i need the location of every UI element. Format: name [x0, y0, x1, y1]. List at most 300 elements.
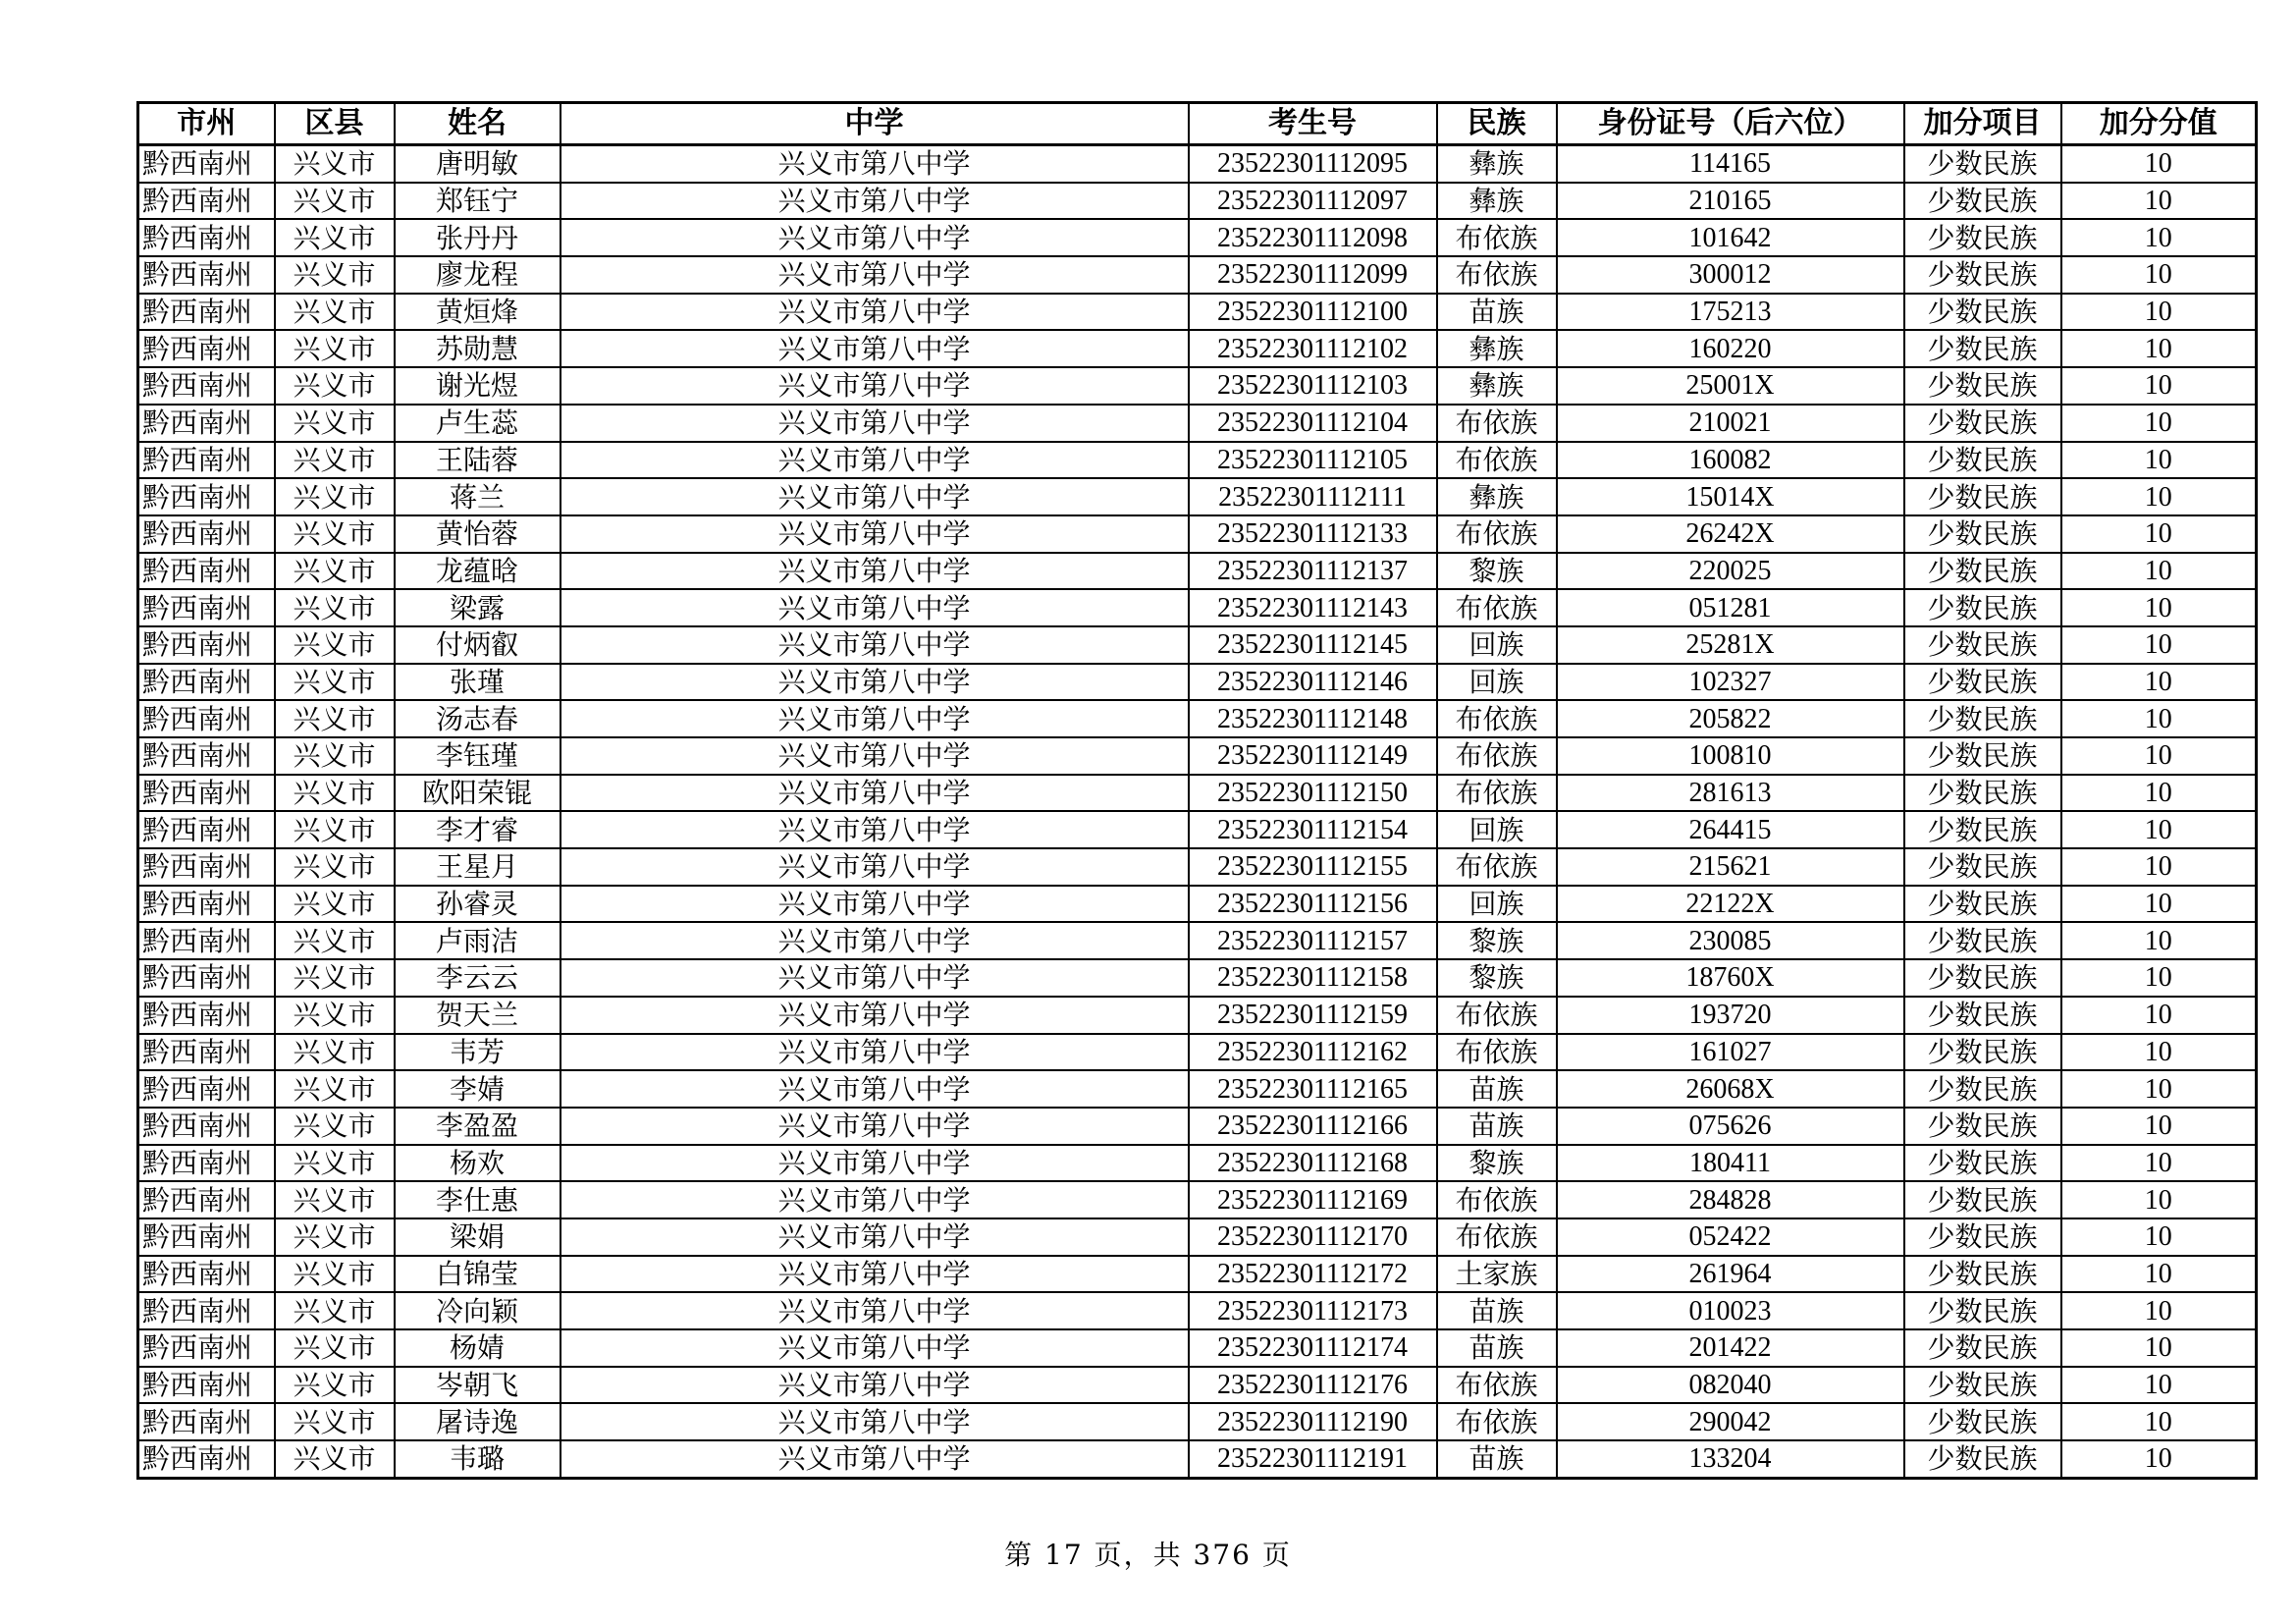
cell-ethnicity: 布依族: [1437, 219, 1557, 256]
cell-school: 兴义市第八中学: [561, 1292, 1189, 1329]
table-row: [138, 294, 2257, 331]
cell-city: 黔西南州: [138, 1108, 275, 1145]
cell-county: 兴义市: [275, 700, 395, 737]
cell-id-last6: 160082: [1557, 442, 1904, 479]
cell-bonus-value: 10: [2061, 294, 2257, 331]
cell-exam-id: 23522301112176: [1189, 1367, 1437, 1404]
cell-city: 黔西南州: [138, 1329, 275, 1367]
cell-school: 兴义市第八中学: [561, 294, 1189, 331]
cell-school: 兴义市第八中学: [561, 775, 1189, 812]
cell-id-last6: 284828: [1557, 1181, 1904, 1218]
cell-id-last6: 075626: [1557, 1108, 1904, 1145]
cell-bonus-value: 10: [2061, 775, 2257, 812]
cell-exam-id: 23522301112105: [1189, 442, 1437, 479]
cell-id-last6: 102327: [1557, 664, 1904, 701]
cell-school: 兴义市第八中学: [561, 922, 1189, 959]
cell-city: 黔西南州: [138, 1367, 275, 1404]
cell-name: 欧阳荣锟: [395, 775, 561, 812]
table-row: [138, 997, 2257, 1034]
cell-county: 兴义市: [275, 330, 395, 367]
cell-county: 兴义市: [275, 1292, 395, 1329]
table-row: [138, 553, 2257, 590]
cell-bonus-value: 10: [2061, 330, 2257, 367]
cell-bonus-item: 少数民族: [1904, 589, 2061, 626]
cell-city: 黔西南州: [138, 145, 275, 183]
cell-city: 黔西南州: [138, 367, 275, 405]
table-row: [138, 1070, 2257, 1108]
cell-bonus-value: 10: [2061, 1256, 2257, 1293]
cell-city: 黔西南州: [138, 294, 275, 331]
cell-exam-id: 23522301112100: [1189, 294, 1437, 331]
cell-bonus-item: 少数民族: [1904, 1256, 2061, 1293]
cell-school: 兴义市第八中学: [561, 442, 1189, 479]
cell-school: 兴义市第八中学: [561, 515, 1189, 553]
cell-id-last6: 261964: [1557, 1256, 1904, 1293]
cell-bonus-item: 少数民族: [1904, 553, 2061, 590]
cell-name: 汤志春: [395, 700, 561, 737]
cell-school: 兴义市第八中学: [561, 1108, 1189, 1145]
cell-ethnicity: 彝族: [1437, 478, 1557, 515]
cell-bonus-item: 少数民族: [1904, 183, 2061, 220]
table-row: [138, 515, 2257, 553]
cell-id-last6: 230085: [1557, 922, 1904, 959]
cell-name: 梁娟: [395, 1218, 561, 1256]
cell-county: 兴义市: [275, 811, 395, 848]
cell-bonus-item: 少数民族: [1904, 775, 2061, 812]
cell-city: 黔西南州: [138, 1034, 275, 1071]
cell-city: 黔西南州: [138, 183, 275, 220]
cell-bonus-item: 少数民族: [1904, 294, 2061, 331]
table-row: [138, 848, 2257, 886]
cell-ethnicity: 布依族: [1437, 256, 1557, 294]
col-header-exam-id: 考生号: [1189, 103, 1437, 145]
cell-bonus-value: 10: [2061, 997, 2257, 1034]
cell-bonus-item: 少数民族: [1904, 145, 2061, 183]
cell-county: 兴义市: [275, 997, 395, 1034]
cell-id-last6: 082040: [1557, 1367, 1904, 1404]
cell-ethnicity: 黎族: [1437, 959, 1557, 997]
cell-id-last6: 25281X: [1557, 626, 1904, 664]
cell-id-last6: 193720: [1557, 997, 1904, 1034]
col-header-school: 中学: [561, 103, 1189, 145]
cell-bonus-value: 10: [2061, 219, 2257, 256]
cell-exam-id: 23522301112095: [1189, 145, 1437, 183]
cell-bonus-item: 少数民族: [1904, 737, 2061, 775]
cell-exam-id: 23522301112103: [1189, 367, 1437, 405]
cell-school: 兴义市第八中学: [561, 553, 1189, 590]
cell-county: 兴义市: [275, 848, 395, 886]
cell-school: 兴义市第八中学: [561, 256, 1189, 294]
cell-exam-id: 23522301112172: [1189, 1256, 1437, 1293]
table-row: [138, 1292, 2257, 1329]
cell-bonus-item: 少数民族: [1904, 1034, 2061, 1071]
cell-ethnicity: 布依族: [1437, 1034, 1557, 1071]
cell-school: 兴义市第八中学: [561, 1070, 1189, 1108]
cell-id-last6: 201422: [1557, 1329, 1904, 1367]
cell-name: 杨欢: [395, 1145, 561, 1182]
cell-county: 兴义市: [275, 294, 395, 331]
cell-ethnicity: 苗族: [1437, 294, 1557, 331]
cell-city: 黔西南州: [138, 589, 275, 626]
cell-ethnicity: 彝族: [1437, 330, 1557, 367]
cell-exam-id: 23522301112104: [1189, 405, 1437, 442]
table-row: [138, 811, 2257, 848]
cell-bonus-value: 10: [2061, 848, 2257, 886]
cell-ethnicity: 彝族: [1437, 367, 1557, 405]
cell-name: 李云云: [395, 959, 561, 997]
cell-name: 卢雨洁: [395, 922, 561, 959]
cell-name: 韦芳: [395, 1034, 561, 1071]
cell-id-last6: 290042: [1557, 1403, 1904, 1440]
table-row: [138, 589, 2257, 626]
cell-county: 兴义市: [275, 1440, 395, 1478]
cell-bonus-item: 少数民族: [1904, 1367, 2061, 1404]
cell-ethnicity: 布依族: [1437, 775, 1557, 812]
col-header-bonus-value: 加分分值: [2061, 103, 2257, 145]
table-row: [138, 626, 2257, 664]
cell-city: 黔西南州: [138, 256, 275, 294]
cell-school: 兴义市第八中学: [561, 626, 1189, 664]
table-row: [138, 737, 2257, 775]
cell-id-last6: 210021: [1557, 405, 1904, 442]
cell-city: 黔西南州: [138, 700, 275, 737]
cell-bonus-value: 10: [2061, 1329, 2257, 1367]
cell-name: 李婧: [395, 1070, 561, 1108]
cell-name: 谢光煜: [395, 367, 561, 405]
cell-bonus-value: 10: [2061, 183, 2257, 220]
cell-id-last6: 264415: [1557, 811, 1904, 848]
cell-id-last6: 26068X: [1557, 1070, 1904, 1108]
cell-name: 梁露: [395, 589, 561, 626]
cell-id-last6: 210165: [1557, 183, 1904, 220]
cell-school: 兴义市第八中学: [561, 1218, 1189, 1256]
table-row: [138, 145, 2257, 183]
cell-city: 黔西南州: [138, 1181, 275, 1218]
cell-exam-id: 23522301112173: [1189, 1292, 1437, 1329]
cell-bonus-value: 10: [2061, 367, 2257, 405]
cell-county: 兴义市: [275, 145, 395, 183]
cell-bonus-value: 10: [2061, 1034, 2257, 1071]
cell-name: 王星月: [395, 848, 561, 886]
cell-ethnicity: 布依族: [1437, 848, 1557, 886]
cell-name: 屠诗逸: [395, 1403, 561, 1440]
table-row: [138, 1181, 2257, 1218]
cell-bonus-item: 少数民族: [1904, 367, 2061, 405]
table-row: [138, 700, 2257, 737]
cell-city: 黔西南州: [138, 1145, 275, 1182]
cell-bonus-value: 10: [2061, 1181, 2257, 1218]
cell-ethnicity: 回族: [1437, 664, 1557, 701]
cell-county: 兴义市: [275, 626, 395, 664]
cell-exam-id: 23522301112190: [1189, 1403, 1437, 1440]
cell-school: 兴义市第八中学: [561, 886, 1189, 923]
cell-county: 兴义市: [275, 553, 395, 590]
cell-county: 兴义市: [275, 886, 395, 923]
table-row: [138, 1145, 2257, 1182]
cell-city: 黔西南州: [138, 811, 275, 848]
table-row: [138, 330, 2257, 367]
cell-name: 张丹丹: [395, 219, 561, 256]
cell-school: 兴义市第八中学: [561, 1181, 1189, 1218]
cell-city: 黔西南州: [138, 478, 275, 515]
cell-bonus-value: 10: [2061, 145, 2257, 183]
cell-school: 兴义市第八中学: [561, 219, 1189, 256]
cell-ethnicity: 苗族: [1437, 1108, 1557, 1145]
cell-exam-id: 23522301112150: [1189, 775, 1437, 812]
cell-name: 唐明敏: [395, 145, 561, 183]
cell-county: 兴义市: [275, 1329, 395, 1367]
cell-id-last6: 215621: [1557, 848, 1904, 886]
cell-county: 兴义市: [275, 664, 395, 701]
cell-ethnicity: 布依族: [1437, 1181, 1557, 1218]
cell-school: 兴义市第八中学: [561, 1440, 1189, 1478]
cell-bonus-value: 10: [2061, 886, 2257, 923]
cell-bonus-value: 10: [2061, 1440, 2257, 1478]
cell-id-last6: 160220: [1557, 330, 1904, 367]
cell-id-last6: 175213: [1557, 294, 1904, 331]
cell-exam-id: 23522301112162: [1189, 1034, 1437, 1071]
cell-exam-id: 23522301112159: [1189, 997, 1437, 1034]
cell-county: 兴义市: [275, 219, 395, 256]
cell-id-last6: 281613: [1557, 775, 1904, 812]
col-header-id-last6: 身份证号（后六位）: [1557, 103, 1904, 145]
cell-exam-id: 23522301112133: [1189, 515, 1437, 553]
cell-bonus-item: 少数民族: [1904, 1403, 2061, 1440]
cell-bonus-value: 10: [2061, 737, 2257, 775]
cell-county: 兴义市: [275, 737, 395, 775]
cell-school: 兴义市第八中学: [561, 737, 1189, 775]
cell-city: 黔西南州: [138, 553, 275, 590]
cell-bonus-value: 10: [2061, 811, 2257, 848]
cell-school: 兴义市第八中学: [561, 367, 1189, 405]
cell-name: 黄烜烽: [395, 294, 561, 331]
cell-bonus-item: 少数民族: [1904, 442, 2061, 479]
table-row: [138, 1034, 2257, 1071]
cell-city: 黔西南州: [138, 1070, 275, 1108]
cell-ethnicity: 苗族: [1437, 1440, 1557, 1478]
cell-exam-id: 23522301112156: [1189, 886, 1437, 923]
cell-ethnicity: 彝族: [1437, 145, 1557, 183]
table-row: [138, 1256, 2257, 1293]
cell-city: 黔西南州: [138, 959, 275, 997]
cell-school: 兴义市第八中学: [561, 664, 1189, 701]
cell-city: 黔西南州: [138, 922, 275, 959]
cell-school: 兴义市第八中学: [561, 1256, 1189, 1293]
cell-name: 卢生蕊: [395, 405, 561, 442]
cell-city: 黔西南州: [138, 664, 275, 701]
cell-city: 黔西南州: [138, 886, 275, 923]
col-header-county: 区县: [275, 103, 395, 145]
cell-county: 兴义市: [275, 1403, 395, 1440]
cell-city: 黔西南州: [138, 219, 275, 256]
cell-county: 兴义市: [275, 1218, 395, 1256]
cell-ethnicity: 布依族: [1437, 442, 1557, 479]
cell-city: 黔西南州: [138, 775, 275, 812]
cell-city: 黔西南州: [138, 405, 275, 442]
cell-bonus-item: 少数民族: [1904, 848, 2061, 886]
cell-bonus-item: 少数民族: [1904, 256, 2061, 294]
cell-bonus-value: 10: [2061, 405, 2257, 442]
cell-name: 王陆蓉: [395, 442, 561, 479]
cell-county: 兴义市: [275, 515, 395, 553]
table-row: [138, 959, 2257, 997]
cell-bonus-item: 少数民族: [1904, 1329, 2061, 1367]
cell-bonus-value: 10: [2061, 1108, 2257, 1145]
cell-bonus-item: 少数民族: [1904, 330, 2061, 367]
cell-county: 兴义市: [275, 183, 395, 220]
score-bonus-table: [136, 101, 2258, 1480]
cell-id-last6: 100810: [1557, 737, 1904, 775]
cell-exam-id: 23522301112154: [1189, 811, 1437, 848]
cell-city: 黔西南州: [138, 330, 275, 367]
cell-id-last6: 220025: [1557, 553, 1904, 590]
cell-county: 兴义市: [275, 367, 395, 405]
cell-ethnicity: 布依族: [1437, 700, 1557, 737]
cell-exam-id: 23522301112102: [1189, 330, 1437, 367]
cell-exam-id: 23522301112143: [1189, 589, 1437, 626]
cell-name: 李钰瑾: [395, 737, 561, 775]
table-row: [138, 405, 2257, 442]
cell-bonus-item: 少数民族: [1904, 922, 2061, 959]
cell-bonus-item: 少数民族: [1904, 811, 2061, 848]
table-row: [138, 442, 2257, 479]
cell-bonus-value: 10: [2061, 1403, 2257, 1440]
cell-exam-id: 23522301112168: [1189, 1145, 1437, 1182]
cell-county: 兴义市: [275, 1145, 395, 1182]
cell-city: 黔西南州: [138, 515, 275, 553]
cell-bonus-value: 10: [2061, 1145, 2257, 1182]
cell-ethnicity: 黎族: [1437, 553, 1557, 590]
cell-bonus-item: 少数民族: [1904, 997, 2061, 1034]
cell-exam-id: 23522301112174: [1189, 1329, 1437, 1367]
cell-name: 韦璐: [395, 1440, 561, 1478]
cell-county: 兴义市: [275, 959, 395, 997]
cell-ethnicity: 苗族: [1437, 1292, 1557, 1329]
cell-id-last6: 300012: [1557, 256, 1904, 294]
cell-county: 兴义市: [275, 478, 395, 515]
cell-city: 黔西南州: [138, 1403, 275, 1440]
cell-school: 兴义市第八中学: [561, 1034, 1189, 1071]
cell-bonus-item: 少数民族: [1904, 219, 2061, 256]
cell-city: 黔西南州: [138, 1218, 275, 1256]
cell-id-last6: 180411: [1557, 1145, 1904, 1182]
col-header-bonus-item: 加分项目: [1904, 103, 2061, 145]
cell-bonus-value: 10: [2061, 589, 2257, 626]
cell-exam-id: 23522301112111: [1189, 478, 1437, 515]
cell-name: 李盈盈: [395, 1108, 561, 1145]
table-row: [138, 1108, 2257, 1145]
cell-county: 兴义市: [275, 256, 395, 294]
cell-exam-id: 23522301112098: [1189, 219, 1437, 256]
cell-name: 白锦莹: [395, 1256, 561, 1293]
cell-bonus-value: 10: [2061, 1292, 2257, 1329]
cell-city: 黔西南州: [138, 626, 275, 664]
cell-county: 兴义市: [275, 589, 395, 626]
cell-city: 黔西南州: [138, 997, 275, 1034]
cell-bonus-value: 10: [2061, 1070, 2257, 1108]
cell-bonus-value: 10: [2061, 515, 2257, 553]
cell-ethnicity: 布依族: [1437, 515, 1557, 553]
cell-name: 廖龙程: [395, 256, 561, 294]
cell-exam-id: 23522301112097: [1189, 183, 1437, 220]
cell-id-last6: 161027: [1557, 1034, 1904, 1071]
cell-school: 兴义市第八中学: [561, 183, 1189, 220]
cell-name: 李才睿: [395, 811, 561, 848]
cell-bonus-value: 10: [2061, 256, 2257, 294]
table-row: [138, 664, 2257, 701]
cell-name: 李仕惠: [395, 1181, 561, 1218]
table-row: [138, 922, 2257, 959]
table-header-row: [138, 103, 2257, 145]
cell-bonus-value: 10: [2061, 959, 2257, 997]
cell-ethnicity: 黎族: [1437, 922, 1557, 959]
cell-ethnicity: 布依族: [1437, 1367, 1557, 1404]
cell-bonus-item: 少数民族: [1904, 1145, 2061, 1182]
cell-ethnicity: 黎族: [1437, 1145, 1557, 1182]
cell-county: 兴义市: [275, 405, 395, 442]
cell-bonus-item: 少数民族: [1904, 405, 2061, 442]
cell-id-last6: 18760X: [1557, 959, 1904, 997]
cell-city: 黔西南州: [138, 442, 275, 479]
cell-name: 张瑾: [395, 664, 561, 701]
cell-id-last6: 25001X: [1557, 367, 1904, 405]
col-header-name: 姓名: [395, 103, 561, 145]
cell-ethnicity: 土家族: [1437, 1256, 1557, 1293]
cell-bonus-item: 少数民族: [1904, 700, 2061, 737]
cell-name: 杨婧: [395, 1329, 561, 1367]
table-body: [138, 145, 2257, 1479]
cell-exam-id: 23522301112165: [1189, 1070, 1437, 1108]
cell-exam-id: 23522301112155: [1189, 848, 1437, 886]
cell-exam-id: 23522301112137: [1189, 553, 1437, 590]
table-row: [138, 367, 2257, 405]
cell-bonus-item: 少数民族: [1904, 959, 2061, 997]
cell-county: 兴义市: [275, 775, 395, 812]
cell-bonus-item: 少数民族: [1904, 1440, 2061, 1478]
cell-name: 龙蕴晗: [395, 553, 561, 590]
table-row: [138, 256, 2257, 294]
col-header-city: 市州: [138, 103, 275, 145]
cell-bonus-value: 10: [2061, 1367, 2257, 1404]
page-number: 第 17 页，共 376 页: [1004, 1539, 1292, 1571]
cell-name: 郑钰宁: [395, 183, 561, 220]
cell-id-last6: 010023: [1557, 1292, 1904, 1329]
cell-county: 兴义市: [275, 442, 395, 479]
cell-id-last6: 15014X: [1557, 478, 1904, 515]
cell-bonus-item: 少数民族: [1904, 1108, 2061, 1145]
cell-school: 兴义市第八中学: [561, 1403, 1189, 1440]
cell-school: 兴义市第八中学: [561, 848, 1189, 886]
cell-ethnicity: 布依族: [1437, 1218, 1557, 1256]
cell-ethnicity: 苗族: [1437, 1329, 1557, 1367]
table-row: [138, 1440, 2257, 1478]
table-row: [138, 1403, 2257, 1440]
cell-id-last6: 22122X: [1557, 886, 1904, 923]
cell-exam-id: 23522301112145: [1189, 626, 1437, 664]
cell-school: 兴义市第八中学: [561, 330, 1189, 367]
cell-bonus-value: 10: [2061, 478, 2257, 515]
cell-ethnicity: 布依族: [1437, 405, 1557, 442]
table-row: [138, 1218, 2257, 1256]
cell-bonus-value: 10: [2061, 553, 2257, 590]
cell-bonus-value: 10: [2061, 626, 2257, 664]
cell-county: 兴义市: [275, 1070, 395, 1108]
cell-id-last6: 26242X: [1557, 515, 1904, 553]
cell-ethnicity: 布依族: [1437, 1403, 1557, 1440]
cell-county: 兴义市: [275, 1034, 395, 1071]
cell-county: 兴义市: [275, 922, 395, 959]
cell-bonus-item: 少数民族: [1904, 1181, 2061, 1218]
